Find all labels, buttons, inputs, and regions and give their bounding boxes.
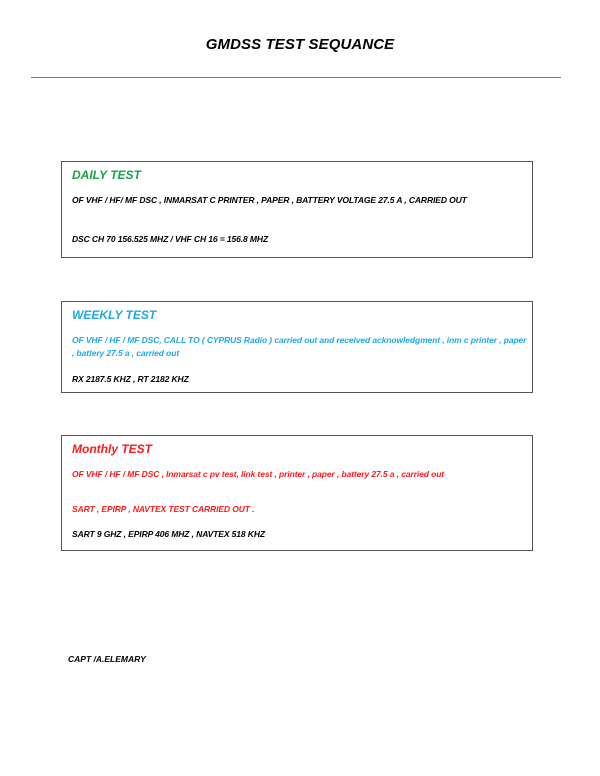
monthly-test-equipment: SART , EPIRP , NAVTEX TEST CARRIED OUT . (72, 504, 255, 514)
weekly-test-frequencies: RX 2187.5 KHZ , RT 2182 KHZ (72, 374, 189, 384)
title-divider (31, 77, 561, 78)
weekly-test-description: OF VHF / HF / MF DSC, CALL TO ( CYPRUS Radio ) carried out and received acknowledgment , inm c printer , paper , battery 27.5 a , carried out (72, 335, 527, 358)
monthly-test-heading: Monthly TEST (72, 442, 152, 456)
document-title: GMDSS TEST SEQUANCE (205, 36, 395, 53)
weekly-test-heading: WEEKLY TEST (72, 308, 157, 322)
captain-signature: CAPT /A.ELEMARY (68, 654, 146, 664)
monthly-test-frequencies: SART 9 GHZ , EPIRP 406 MHZ , NAVTEX 518 KHZ (72, 529, 265, 539)
daily-test-description: OF VHF / HF/ MF DSC , INMARSAT C PRINTER , PAPER , BATTERY VOLTAGE 27.5 A , CARRIED OUT (72, 195, 467, 205)
daily-test-section (61, 161, 533, 258)
monthly-test-section (61, 435, 533, 551)
weekly-test-section (61, 301, 533, 393)
daily-test-heading: DAILY TEST (72, 168, 141, 182)
daily-test-frequencies: DSC CH 70 156.525 MHZ / VHF CH 16 = 156.8 MHZ (72, 234, 269, 244)
monthly-test-description: OF VHF / HF / MF DSC , Inmarsat c pv test, link test , printer , paper , battery 27.5 a , carried out (72, 469, 445, 479)
